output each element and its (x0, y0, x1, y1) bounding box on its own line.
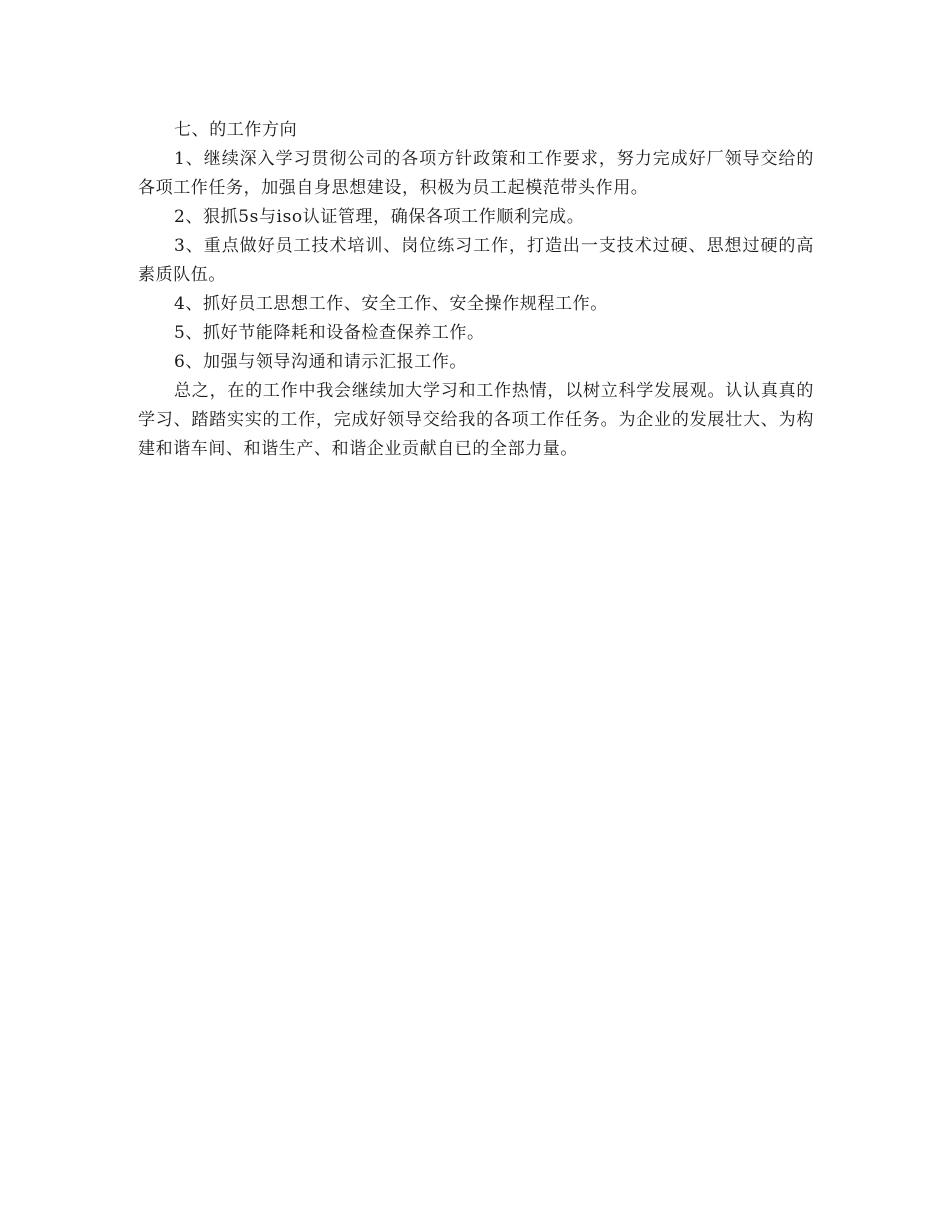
summary-paragraph: 总之，在的工作中我会继续加大学习和工作热情，以树立科学发展观。认认真真的学习、踏踏实实的工作，完成好领导交给我的各项工作任务。为企业的发展壮大、为构建和谐车间、和谐生产、和谐企业贡献自已的全部力量。 (138, 381, 814, 459)
list-item: 2、狠抓5s与iso认证管理，确保各项工作顺利完成。 (174, 207, 585, 227)
list-item: 1、继续深入学习贯彻公司的各项方针政策和工作要求，努力完成好厂领导交给的各项工作任务，加强自身思想建设，积极为员工起模范带头作用。 (138, 149, 814, 198)
list-item: 5、抓好节能降耗和设备检查保养工作。 (174, 323, 485, 343)
document-body (138, 116, 814, 464)
list-item: 3、重点做好员工技术培训、岗位练习工作，打造出一支技术过硬、思想过硬的高素质队伍。 (138, 236, 814, 285)
list-item: 4、抓好员工思想工作、安全工作、安全操作规程工作。 (174, 294, 608, 314)
list-item: 6、加强与领导沟通和请示汇报工作。 (174, 352, 468, 372)
section-heading: 七、的工作方向 (174, 120, 298, 140)
